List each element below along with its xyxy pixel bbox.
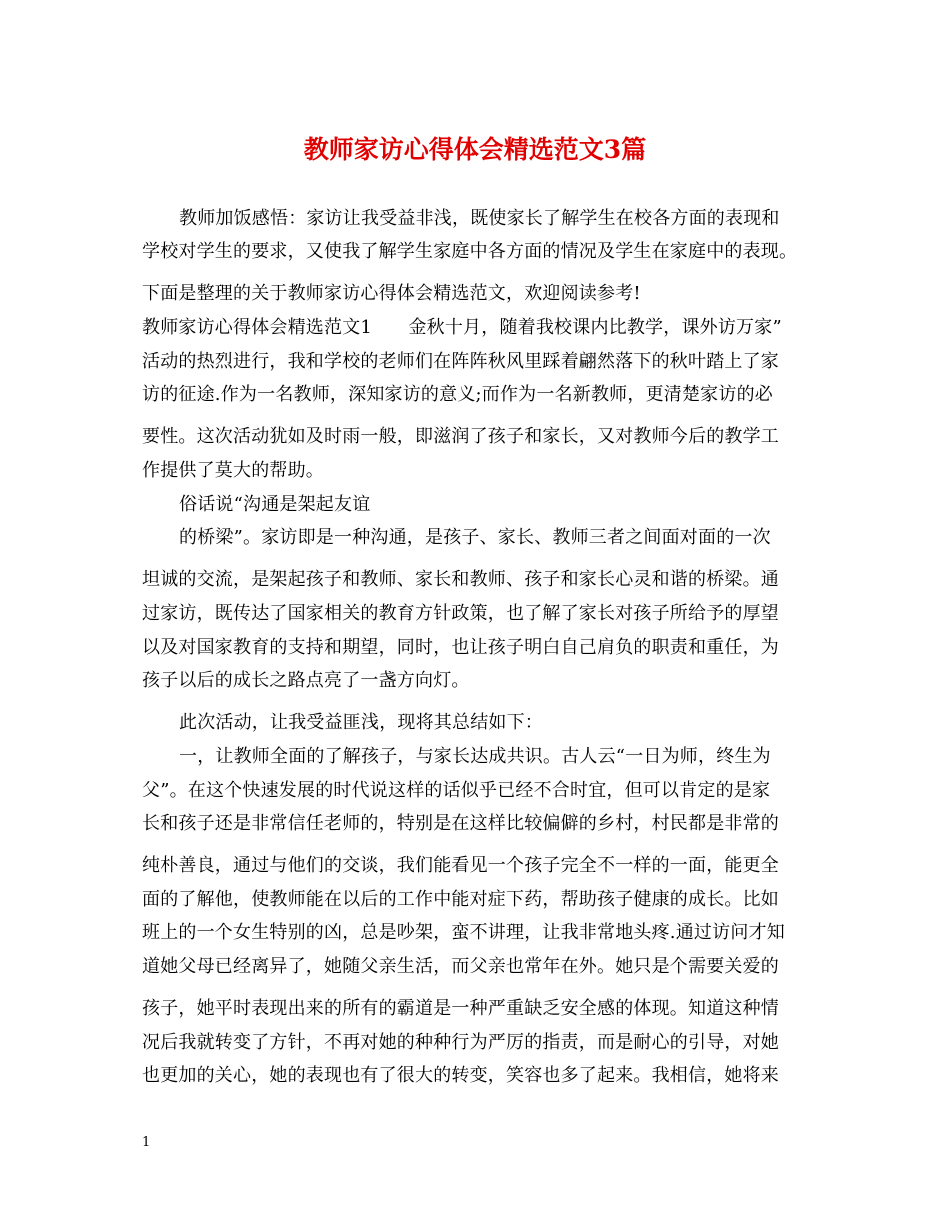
paragraph-line: 活动的热烈进行，我和学校的老师们在阵阵秋风里踩着翩然落下的秋叶踏上了家 bbox=[142, 351, 779, 372]
paragraph-line: 学校对学生的要求，又使我了解学生家庭中各方面的情况及学生在家庭中的表现。 bbox=[142, 241, 798, 262]
paragraph-line: 父”。在这个快速发展的时代说这样的话似乎已经不合时宜，但可以肯定的是家 bbox=[142, 780, 771, 801]
document-title: 教师家访心得体会精选范文3篇 bbox=[303, 135, 647, 164]
paragraph-line: 此次活动，让我受益匪浅，现将其总结如下： bbox=[179, 712, 543, 733]
paragraph-line: 况后我就转变了方针，不再对她的种种行为严厉的指责，而是耐心的引导，对她 bbox=[142, 1032, 779, 1053]
paragraph-line: 孩子，她平时表现出来的所有的霸道是一种严重缺乏安全感的体现。知道这种情 bbox=[142, 998, 779, 1019]
paragraph-line: 作提供了莫大的帮助。 bbox=[142, 460, 324, 481]
paragraph-line: 一，让教师全面的了解孩子，与家长达成共识。古人云“一日为师，终生为 bbox=[179, 746, 771, 767]
paragraph-line: 要性。这次活动犹如及时雨一般，即滋润了孩子和家长，又对教师今后的教学工 bbox=[142, 426, 779, 447]
paragraph-line: 过家访，既传达了国家相关的教育方针政策，也了解了家长对孩子所给予的厚望 bbox=[142, 603, 779, 624]
paragraph-line: 的桥梁”。家访即是一种沟通，是孩子、家长、教师三者之间面对面的一次 bbox=[179, 527, 771, 548]
paragraph-line: 教师家访心得体会精选范文1 金秋十月，随着我校课内比教学，课外访万家” bbox=[142, 317, 782, 338]
paragraph-line: 访的征途.作为一名教师，深知家访的意义;而作为一名新教师，更清楚家访的必 bbox=[142, 384, 773, 405]
paragraph-line: 坦诚的交流，是架起孩子和教师、家长和教师、孩子和家长心灵和谐的桥梁。通 bbox=[142, 569, 779, 590]
paragraph-line: 孩子以后的成长之路点亮了一盏方向灯。 bbox=[142, 670, 470, 691]
paragraph-line: 道她父母已经离异了，她随父亲生活，而父亲也常年在外。她只是个需要关爱的 bbox=[142, 956, 779, 977]
paragraph-line: 下面是整理的关于教师家访心得体会精选范文，欢迎阅读参考! bbox=[142, 283, 641, 304]
paragraph-line: 教师加饭感悟：家访让我受益非浅，既使家长了解学生在校各方面的表现和 bbox=[179, 208, 780, 229]
paragraph-line: 俗话说“沟通是架起友谊 bbox=[179, 494, 371, 515]
paragraph-line: 以及对国家教育的支持和期望，同时，也让孩子明白自己肩负的职责和重任，为 bbox=[142, 637, 779, 658]
page-number: 1 bbox=[142, 1135, 151, 1150]
paragraph-line: 长和孩子还是非常信任老师的，特别是在这样比较偏僻的乡村，村民都是非常的 bbox=[142, 813, 779, 834]
paragraph-line: 班上的一个女生特别的凶，总是吵架，蛮不讲理，让我非常地头疼.通过访问才知 bbox=[142, 922, 785, 943]
paragraph-line: 也更加的关心，她的表现也有了很大的转变，笑容也多了起来。我相信，她将来 bbox=[142, 1065, 779, 1086]
paragraph-line: 纯朴善良，通过与他们的交谈，我们能看见一个孩子完全不一样的一面，能更全 bbox=[142, 855, 779, 876]
paragraph-line: 面的了解他，使教师能在以后的工作中能对症下药，帮助孩子健康的成长。比如 bbox=[142, 889, 779, 910]
